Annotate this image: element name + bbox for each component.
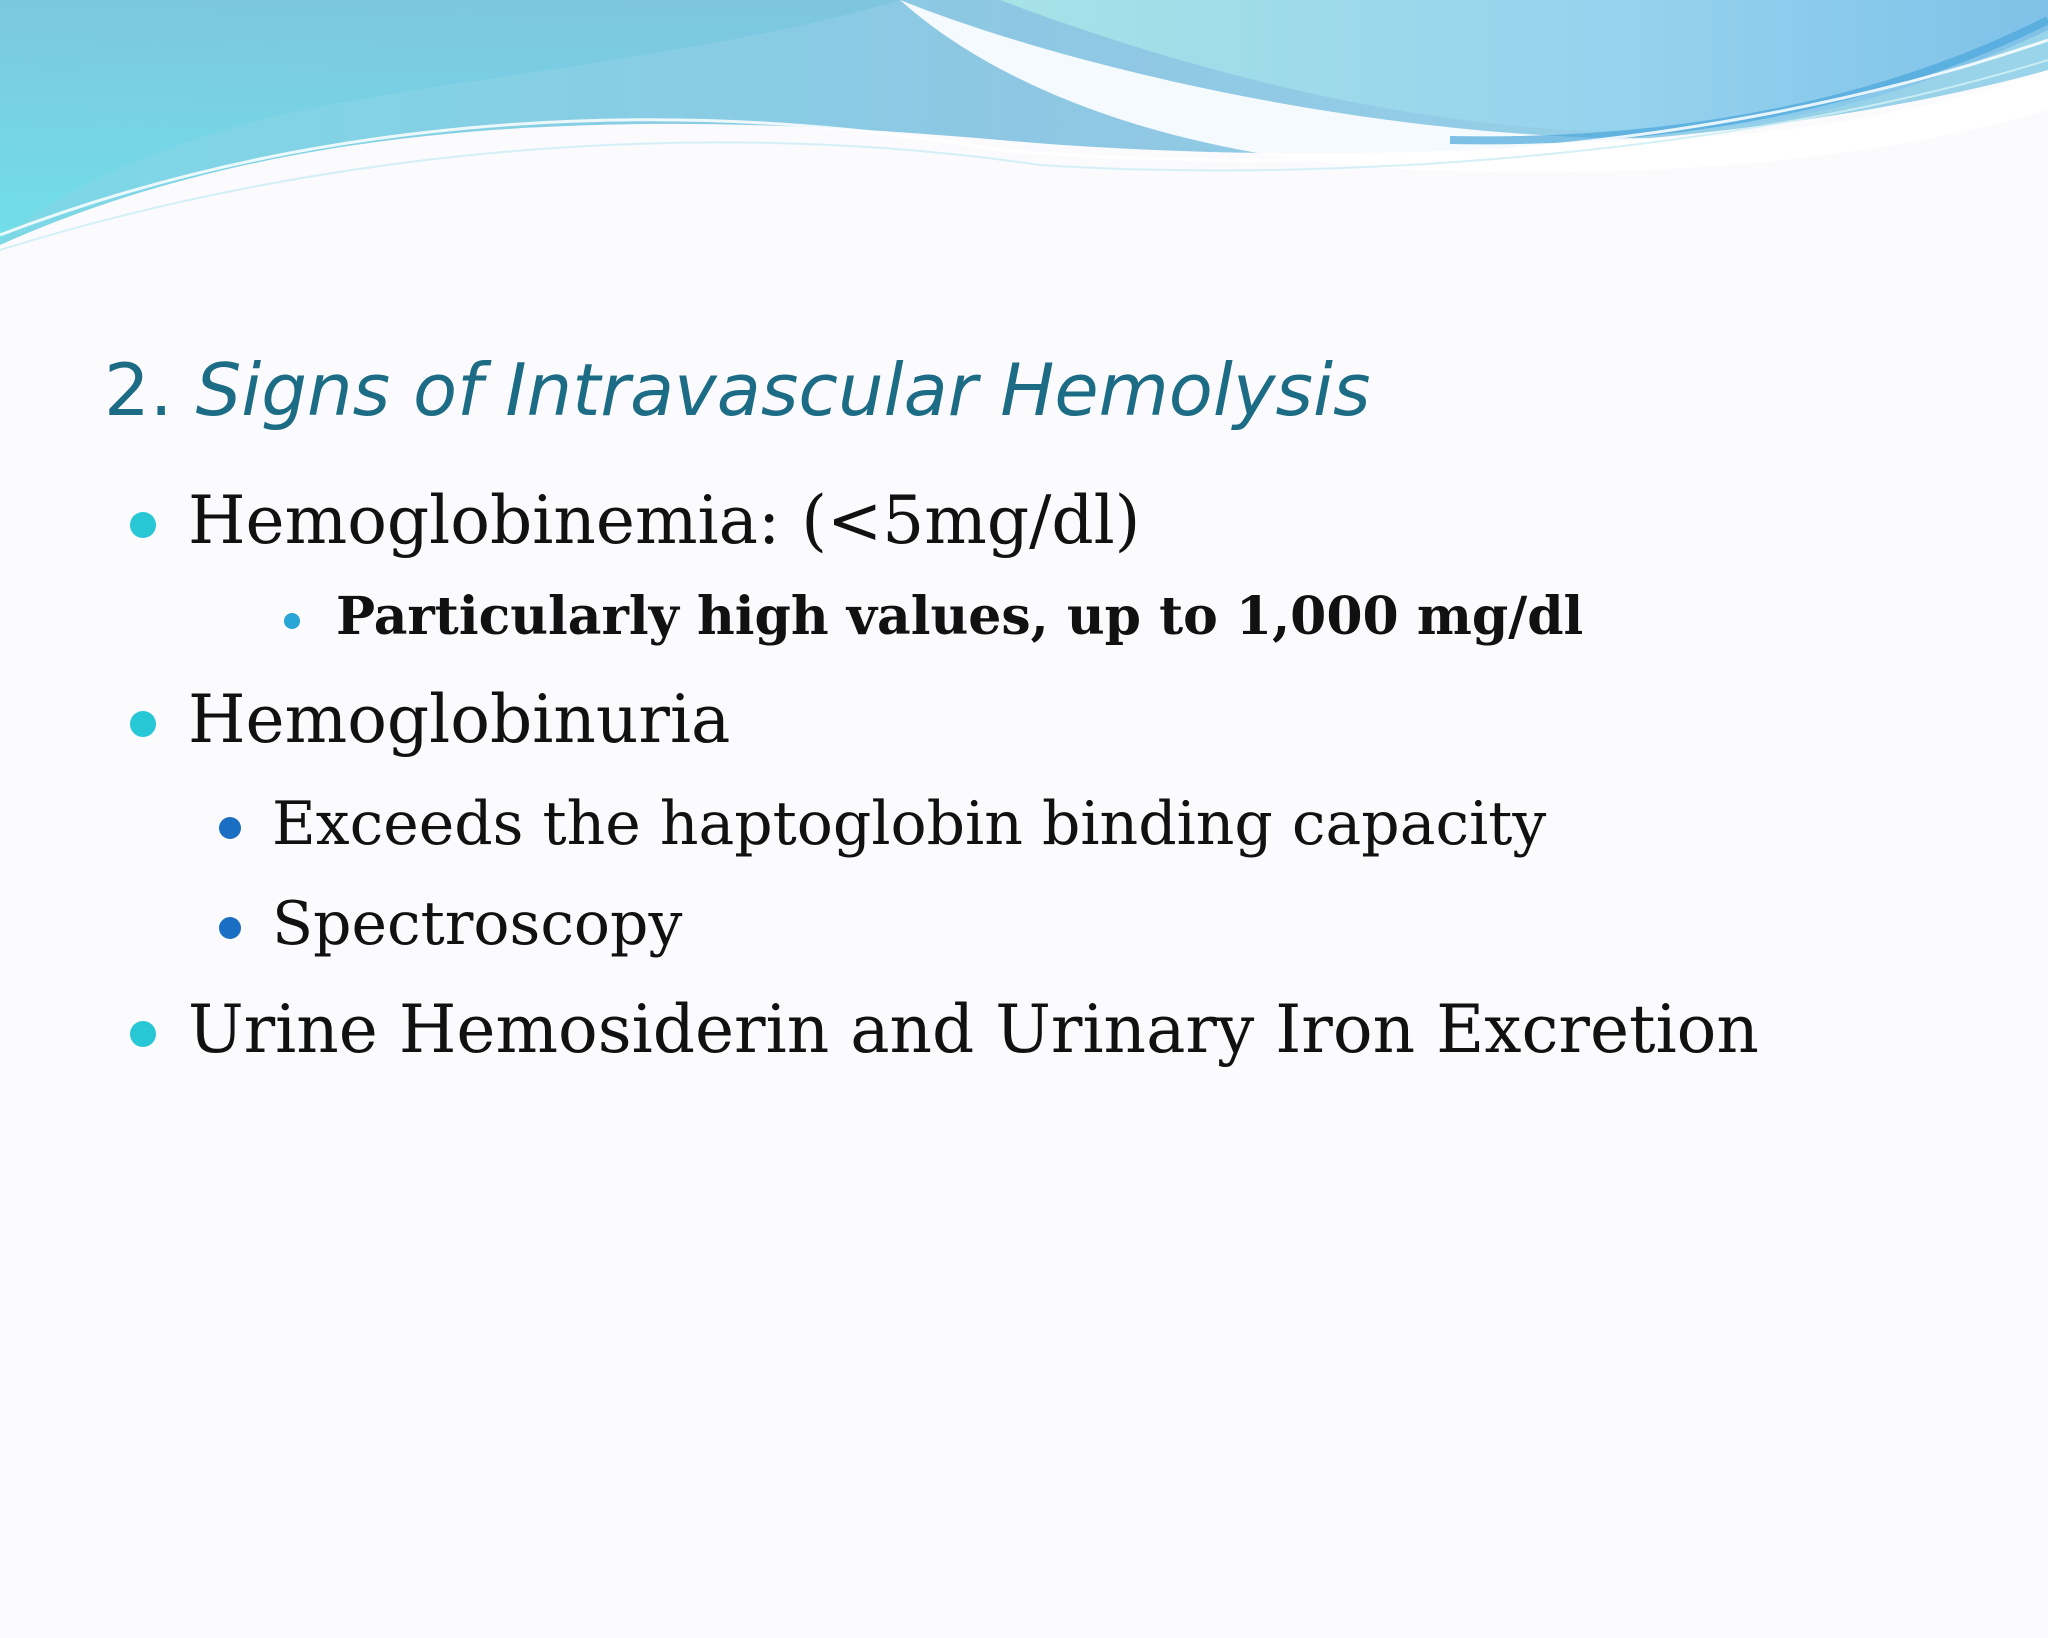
bullet-dot-icon [130,512,156,538]
bullet-text: Hemoglobinemia: (<5mg/dl) [188,482,1141,559]
bullet-dot-icon [130,1021,156,1047]
bullet-hemoglobinuria [188,675,730,765]
bullet-urine-hemosiderin [188,985,1759,1075]
bullet-text: Hemoglobinuria [188,681,731,758]
sub-bullet-spectroscopy [272,884,682,964]
header-wave-decoration [0,0,2048,260]
bullet-text: Particularly high values, up to 1,000 mg/dl [336,586,1584,647]
bullet-dot-icon [130,711,156,737]
sub-bullet-high-values [336,582,1583,652]
sub-bullet-haptoglobin [272,784,1546,864]
bullet-text: Urine Hemosiderin and Urinary Iron Excretion [188,991,1759,1068]
bullet-hemoglobinemia [188,476,1140,566]
bullet-dot-icon [219,817,241,839]
slide-title-text: Signs of Intravascular Hemolysis [195,348,1371,432]
slide-title [104,338,1370,442]
slide-title-number: 2. [104,348,196,432]
bullet-dot-icon [219,917,241,939]
bullet-text: Spectroscopy [272,889,683,959]
bullet-dot-icon [284,613,300,629]
bullet-text: Exceeds the haptoglobin binding capacity [272,789,1547,859]
